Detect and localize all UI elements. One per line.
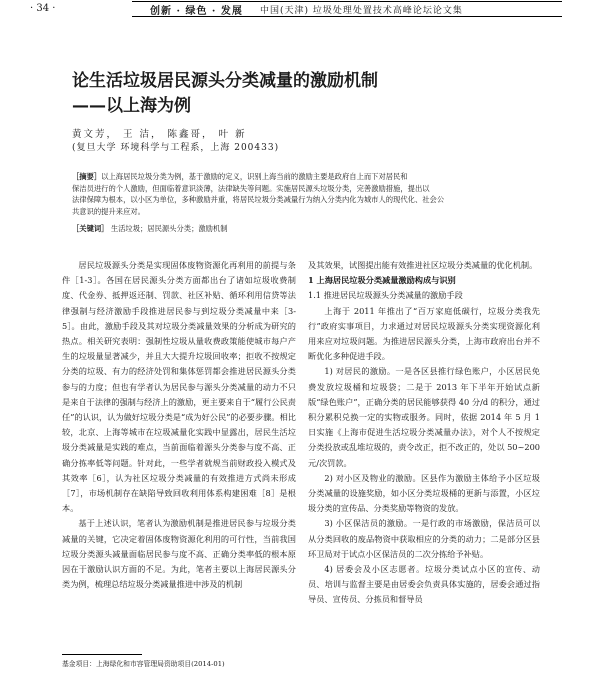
footnote-rule bbox=[62, 654, 142, 655]
abstract-line: 以上海居民垃圾分类为例，基于激励的定义，识别上海当前的激励主要是政府自上而下对居民和 bbox=[101, 172, 408, 181]
authors: 黄文芳， 王 洁， 陈鑫哥， 叶 新 bbox=[72, 129, 247, 140]
abstract-line: 保洁员进行的个人激励，但面临着意识淡薄，法律缺失等问题。实施居民源头垃圾分类，完善激励措施，提出以 bbox=[72, 183, 430, 193]
paragraph: 4) 居委会及小区志愿者。垃圾分类试点小区的宣传、动员、培训与监督主要是由居委会负责具体实施的，居委会通过指导员、宣传员、分拣员和督导员 bbox=[308, 564, 540, 605]
paragraph: 基于上述认识，笔者认为激励机制是推进居民参与垃圾分类减量的关键，它决定着固体废物资源化利用的可行性，当前我国垃圾分类源头减量面临居民参与度不高、正确分类率低的根本原因在于激励认识方面的不足。为此，笔者主要以上海居民源头分类为例，梳理总结垃圾分类减量推进中涉及的机制 bbox=[62, 518, 296, 590]
keywords bbox=[72, 224, 228, 234]
footnote: 基金项目：上海绿化和市容管理局资助项目(2014-01) bbox=[62, 660, 225, 668]
running-header bbox=[0, 0, 600, 20]
paper-subtitle: ——以上海为例 bbox=[72, 96, 191, 116]
paragraph: 上海于 2011 年推出了“百万家庭低碳行，垃圾分类我先行”政府实事项目，力求通过对居民垃圾源头分类实现资源化利用来应对垃圾问题。为推进居民源头分类，上海市政府出台并不断优化多种促进手段。 bbox=[308, 305, 540, 362]
body-column-right bbox=[308, 258, 540, 608]
section-heading: 1 上海居民垃圾分类减量激励构成与识别 bbox=[308, 275, 456, 286]
body-column-left bbox=[62, 258, 296, 592]
abstract-label: ［摘要］ bbox=[72, 172, 102, 181]
paragraph: 居民垃圾源头分类是实现固体废物资源化再利用的前提与条件［1-3］。各国在居民源头分类方面都出台了诸如垃圾收费制度、代金券、抵押返还制、罚款、社区补贴、循环利用信贷等法律强制与经济激励手段推进居民参与到垃圾分类减量中来［3-5］。由此，激励手段及其对垃圾分类减量效果的分析成为研究的热点。相关研究表明：强制性垃圾从量收费政策能使城市每户产生的垃圾量显著减少，并且大大提升垃圾回收率；拒收不按规定分类的垃圾、有力的经济处罚和集体惩罚都会推进居民源头分类参与的力度；但也有学者认为居民参与源头分类减量的动力不只是来自于法律的强制与经济上的激励，更主要来自于“履行公民责任”的认识，认为做好垃圾分类是“成为好公民”的必要步骤。相比较，北京、上海等城市在垃圾减量化实践中显露出，居民生活垃圾分类减量是实践的难点，当前面临着源头分类参与度不高、正确分拣率低等问题。针对此，一些学者就规当前财政投入模式及其效率［6］，认为社区垃圾分类减量的有效推进方式尚未形成［7］，市场机制存在缺陷导致回收利用体系构建困难［8］是根本。 bbox=[62, 260, 296, 514]
page-number: · 34 · bbox=[30, 3, 56, 14]
paragraph: 2) 对小区及物业的激励。区县作为激励主体给予小区垃圾分类减量的设施奖励，如小区分类垃圾桶的更新与添置，小区垃圾分类的宣传品、分类奖励等物资的发放。 bbox=[308, 472, 540, 514]
affiliation: (复旦大学 环境科学与工程系，上海 200433) bbox=[72, 143, 280, 153]
abstract-line: 共意识的提升来应对。 bbox=[72, 206, 145, 216]
subsection-heading: 1.1 推进居民垃圾源头分类减量的激励手段 bbox=[308, 290, 463, 301]
paragraph: 及其效果，试图提出能有效推进社区垃圾分类减量的优化机制。 bbox=[308, 260, 538, 270]
paragraph: 3) 小区保洁员的激励。一是行政的市场激励，保洁员可以从分类回收的废品物资中获取相应的分类的动力；二是部分区县环卫局对于试点小区保洁员的二次分拣给予补贴。 bbox=[308, 518, 540, 559]
keywords-text: 生活垃圾；居民源头分类；激励机制 bbox=[110, 224, 228, 233]
header-conference: 中国(天津) 垃圾处理处置技术高峰论坛论文集 bbox=[260, 6, 463, 16]
paragraph: 1) 对居民的激励。一是各区县推行绿色账户，小区居民免费发放垃圾桶和垃圾袋；二是于 2013 年下半年开始试点新版“绿色账户”，正确分类的居民能够获得 40 分/d 的积分，通过积分累积兑换一定的实物或服务。同时，依据 2014 年 5 月 1 日实施《上海市促进生活垃圾分类减量办法》，对个人不按规定分类投放或乱堆垃圾的，责令改正，拒不改正的，处以 50~200 元/次罚款。 bbox=[308, 366, 541, 468]
keywords-label: ［关键词］ bbox=[72, 224, 109, 233]
abstract bbox=[72, 171, 532, 217]
paper-title: 论生活垃圾居民源头分类减量的激励机制 bbox=[72, 71, 378, 91]
abstract-line: 法律保障为根本，以小区为单位，多种激励并重，将居民垃圾分类减量行为纳入分类内化为城市人的现代化、社会公 bbox=[72, 195, 445, 204]
header-section: 创新 · 绿色 · 发展 bbox=[150, 6, 243, 17]
